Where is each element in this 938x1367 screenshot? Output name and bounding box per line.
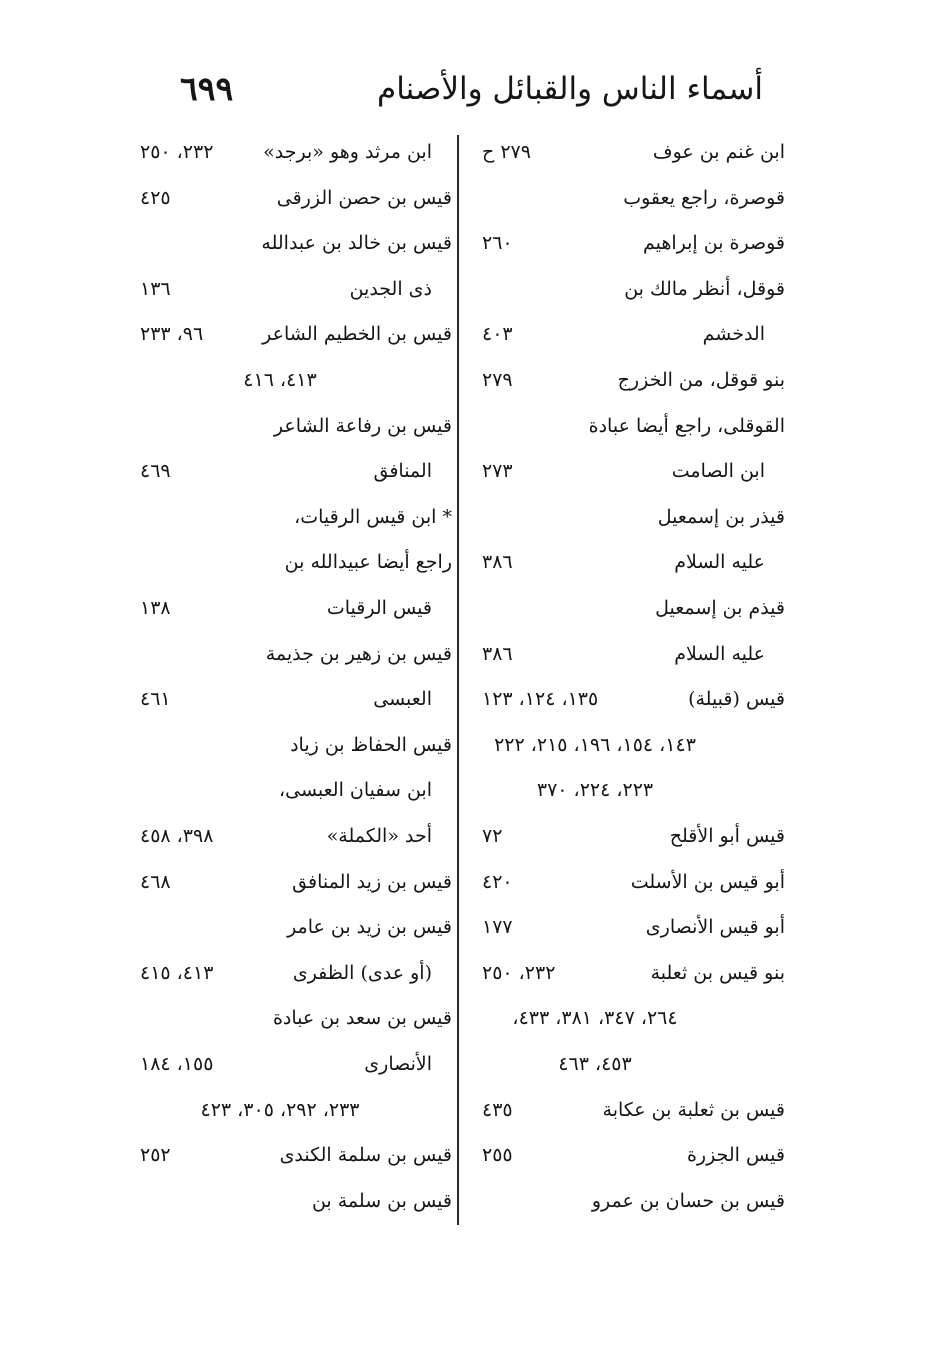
entry-name: قيس بن ثعلبة بن عكابة — [602, 1098, 785, 1121]
entry-name: قيذم بن إسمعيل — [655, 597, 785, 619]
entry-pages: ١٣٥، ١٢٤، ١٢٣ — [482, 688, 599, 711]
entry-name: * ابن قيس الرقيات، — [294, 505, 452, 528]
entry-pages: ٤٣٥ — [482, 1098, 513, 1121]
entry-pages: ٢٥٥ — [482, 1144, 513, 1167]
entry-pages: ٤١٣، ٤١٦ — [243, 369, 317, 391]
entry-name: قيذر بن إسمعيل — [657, 505, 785, 528]
index-entry — [140, 870, 452, 903]
entry-pages: ٢٦٠ — [482, 232, 513, 255]
entry-pages: ٢٧٩ — [482, 369, 513, 391]
entry-pages: ٧٢ — [482, 825, 503, 847]
entry-pages: ٢٢٣، ٢٢٤، ٣٧٠ — [536, 779, 654, 802]
entry-name: قيس (قبيلة) — [688, 688, 785, 711]
entry-name: قيس الجزرة — [686, 1144, 785, 1167]
entry-name: قيس بن زهير بن جذيمة — [265, 642, 452, 665]
entry-name: قيس الرقيات — [326, 597, 432, 619]
entry-name: أحد «الكملة» — [326, 825, 432, 847]
index-entry — [140, 277, 452, 310]
entry-name: قيس بن زيد بن عامر — [287, 916, 452, 939]
index-entry — [140, 1098, 452, 1131]
entry-name: الدخشم — [702, 323, 765, 346]
entry-name: أبو قيس بن الأسلت — [630, 870, 785, 893]
entry-pages: ٢٣٢، ٢٥٠ — [140, 141, 214, 163]
entry-pages: ٤٢٠ — [482, 870, 513, 893]
index-entry — [140, 505, 452, 538]
entry-pages: ٣٨٦ — [482, 642, 513, 665]
entry-name: قيس بن حصن الزرقى — [276, 186, 452, 209]
entry-pages: ١٣٨ — [140, 597, 171, 619]
index-entry — [140, 325, 452, 355]
entry-name: ابن الصامت — [671, 460, 765, 483]
entry-name: قيس الحفاظ بن زياد — [290, 733, 452, 756]
entry-name: قيس بن رفاعة الشاعر — [273, 414, 452, 437]
entry-pages: ٣٩٨، ٤٥٨ — [140, 825, 214, 847]
entry-pages: ٢٥٢ — [140, 1144, 171, 1167]
entry-pages: ٤٠٣ — [482, 323, 513, 346]
running-title: أسماء الناس والقبائل والأصنام — [377, 71, 763, 107]
index-entry — [140, 599, 452, 629]
entry-pages: ٢٧٣ — [482, 460, 513, 483]
index-entry — [140, 462, 452, 492]
entry-name: القوقلى، راجع أيضا عبادة — [588, 414, 785, 437]
index-entry — [140, 690, 452, 720]
entry-name: قيس بن الخطيم الشاعر — [262, 323, 452, 346]
entry-name: قيس بن سلمة الكندى — [279, 1144, 452, 1167]
index-entry — [140, 733, 452, 766]
entry-name: قوقل، أنظر مالك بن — [624, 277, 785, 300]
entry-pages: ٢٧٩ ح — [482, 141, 531, 163]
entry-name: عليه السلام — [674, 551, 765, 574]
entry-name: ابن غنم بن عوف — [652, 141, 785, 163]
index-entry — [140, 827, 452, 857]
entry-pages: ٩٦، ٢٣٣ — [140, 323, 204, 346]
entry-name: قوصرة، راجع يعقوب — [623, 186, 785, 209]
entry-name: بنو قوقل، من الخزرج — [617, 369, 785, 391]
entry-name: قيس أبو الأقلح — [669, 825, 785, 847]
entry-pages: ٣٨٦ — [482, 551, 513, 574]
entry-name: قوصرة بن إبراهيم — [642, 232, 785, 255]
entry-pages: ٤٢٥ — [140, 186, 171, 209]
entry-name: ابن سفيان العبسى، — [278, 779, 432, 802]
index-entry — [140, 553, 452, 583]
index-entry — [140, 143, 452, 173]
index-entry — [140, 642, 452, 675]
entry-name: قيس بن سعد بن عبادة — [272, 1007, 452, 1030]
index-entry — [140, 1009, 452, 1039]
entry-name: قيس بن حسان بن عمرو — [591, 1189, 785, 1212]
entry-pages: ٤٦٨ — [140, 870, 171, 893]
index-entry — [140, 918, 452, 948]
entry-name: بنو قيس بن ثعلبة — [650, 961, 785, 984]
entry-pages: ٢٣٣، ٢٩٢، ٣٠٥، ٤٢٣ — [200, 1098, 360, 1121]
entry-name: قيس بن سلمة بن — [311, 1189, 452, 1212]
index-entry — [140, 1055, 452, 1085]
index-entry — [140, 1146, 452, 1176]
entry-pages: ٤٥٣، ٤٦٣ — [558, 1053, 632, 1075]
index-entry — [140, 1189, 452, 1222]
index-entry — [140, 186, 452, 219]
entry-pages: ١٥٥، ١٨٤ — [140, 1053, 214, 1075]
index-entry — [140, 234, 452, 264]
entry-name: العبسى — [373, 688, 432, 711]
entry-pages: ١٧٧ — [482, 916, 513, 939]
index-entry — [140, 961, 452, 994]
entry-name: أبو قيس الأنصارى — [645, 916, 785, 939]
entry-name: ذى الجدين — [349, 277, 432, 300]
page-number: ٦٩٩ — [180, 69, 234, 108]
entry-name: قيس بن خالد بن عبدالله — [261, 232, 452, 255]
entry-name: عليه السلام — [674, 642, 765, 665]
entry-name: راجع أيضا عبيدالله بن — [284, 551, 452, 574]
entry-name: ابن مرثد وهو «برجد» — [263, 141, 432, 163]
entry-name: (أو عدى) الظفرى — [292, 961, 432, 984]
index-entry — [140, 414, 452, 447]
entry-pages: ٤٦٩ — [140, 460, 171, 483]
entry-pages: ١٤٣، ١٥٤، ١٩٦، ٢١٥، ٢٢٢ — [494, 733, 696, 756]
entry-name: الأنصارى — [364, 1053, 432, 1075]
index-entry — [140, 371, 452, 401]
entry-pages: ١٣٦ — [140, 277, 171, 300]
entry-pages: ٢٦٤، ٣٤٧، ٣٨١، ٤٣٣، — [512, 1007, 678, 1030]
entry-pages: ٢٣٢، ٢٥٠ — [482, 961, 556, 984]
entry-name: المنافق — [373, 460, 432, 483]
entry-pages: ٤٦١ — [140, 688, 171, 711]
entry-pages: ٤١٣، ٤١٥ — [140, 961, 214, 984]
index-entry — [140, 781, 452, 811]
entry-name: قيس بن زيد المنافق — [292, 870, 452, 893]
